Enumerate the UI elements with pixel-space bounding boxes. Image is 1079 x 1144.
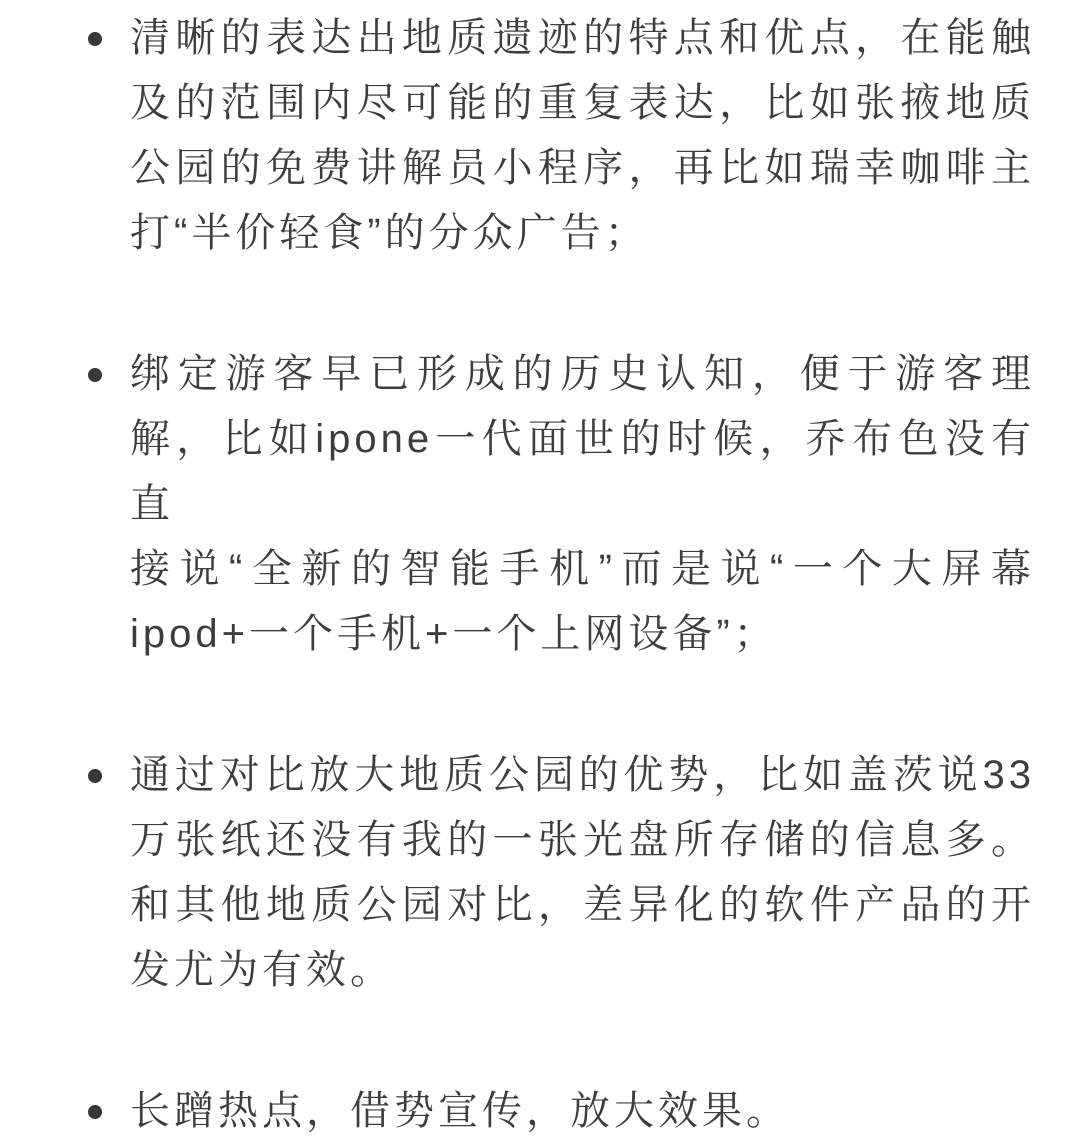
bullet-line: 绑定游客早已形成的历史认知，便于游客理 <box>130 352 1035 396</box>
bullet-text <box>130 743 1035 1003</box>
bullet-line: 长蹭热点，借势宣传，放大效果。 <box>130 1089 790 1133</box>
bullet-line: 公园的免费讲解员小程序，再比如瑞幸咖啡主 <box>130 146 1035 190</box>
bullet-line: 打“半价轻食”的分众广告； <box>130 211 649 255</box>
bullet-line: 万张纸还没有我的一张光盘所存储的信息多。 <box>130 818 1035 862</box>
bullet-dot-icon <box>88 1105 102 1119</box>
bullet-line: 和其他地质公园对比，差异化的软件产品的开 <box>130 883 1035 927</box>
bullet-line: 解，比如ipone一代面世的时候，乔布色没有直 <box>130 417 1035 526</box>
bullet-line: 发尤为有效。 <box>130 948 394 992</box>
bullet-text <box>130 6 1035 266</box>
bullet-line: 及的范围内尽可能的重复表达，比如张掖地质 <box>130 81 1035 125</box>
list-item <box>88 743 1079 1003</box>
bullet-line: 接说“全新的智能手机”而是说“一个大屏幕 <box>130 547 1035 591</box>
bullet-line: 清晰的表达出地质遗迹的特点和优点，在能触 <box>130 16 1035 60</box>
list-item <box>88 342 1079 667</box>
bullet-text <box>130 342 1035 667</box>
bullet-line: ipod+一个手机+一个上网设备”； <box>130 612 778 656</box>
list-item <box>88 6 1079 266</box>
bullet-dot-icon <box>88 368 102 382</box>
bullet-dot-icon <box>88 769 102 783</box>
list-item <box>88 1079 1079 1144</box>
bullet-line: 通过对比放大地质公园的优势，比如盖茨说33 <box>130 753 1035 797</box>
bullet-dot-icon <box>88 32 102 46</box>
bullet-text <box>130 1079 1035 1144</box>
